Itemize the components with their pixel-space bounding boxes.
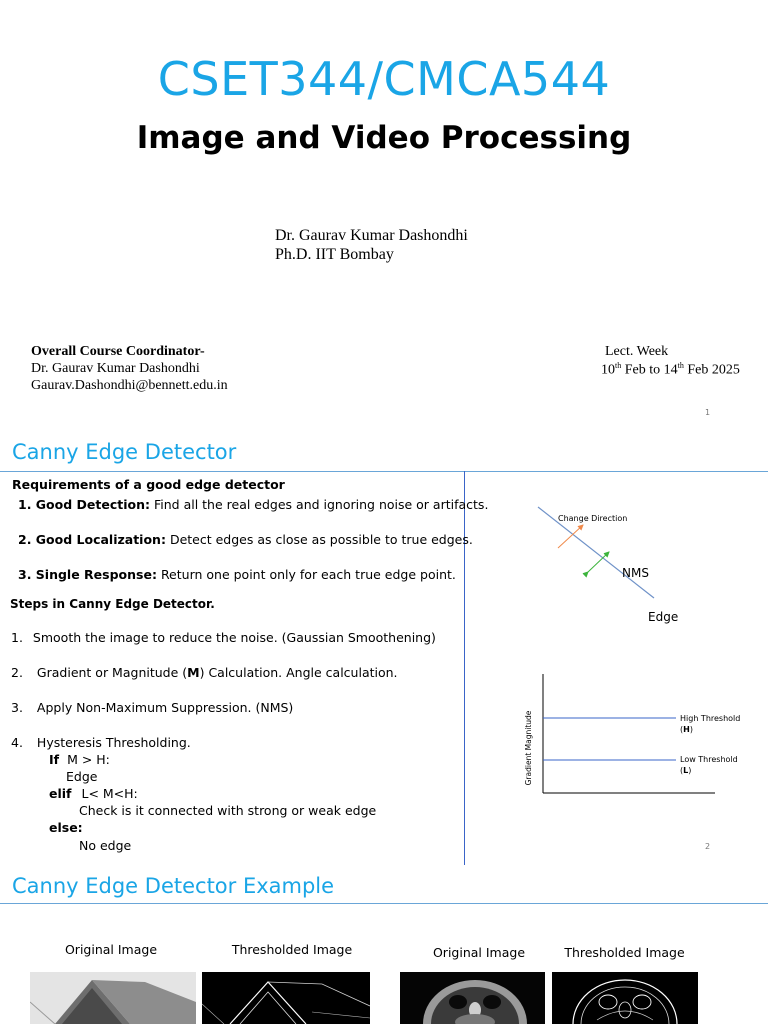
column-divider — [464, 471, 465, 865]
nms-label: NMS — [622, 566, 649, 580]
date-mid: Feb to 14 — [621, 362, 678, 378]
requirement-text: Return one point only for each true edge point. — [160, 567, 456, 582]
image-label: Original Image — [432, 945, 526, 960]
low-threshold-symbol: (L) — [680, 766, 692, 775]
steps-heading: Steps in Canny Edge Detector. — [10, 597, 215, 611]
image-label: Thresholded Image — [231, 942, 353, 957]
date-from-suffix: th — [615, 361, 622, 370]
edge-label: Edge — [648, 610, 679, 624]
requirement-item — [18, 497, 488, 512]
else-result: No edge — [79, 838, 132, 853]
slide-title: Canny Edge Detector — [12, 440, 237, 464]
coordinator-name: Dr. Gaurav Kumar Dashondhi — [31, 361, 200, 376]
course-code: CSET344/CMCA544 — [157, 52, 611, 106]
if-result: Edge — [66, 769, 98, 784]
low-threshold-label: Low Threshold — [680, 755, 738, 764]
high-threshold-symbol: (H) — [680, 725, 693, 734]
change-direction-arrow — [558, 525, 583, 548]
page-number: 1 — [705, 408, 711, 417]
thresholded-ct-image — [552, 972, 698, 1024]
coordinator-heading: Overall Course Coordinator- — [31, 344, 205, 359]
nms-diagram — [466, 472, 766, 632]
step-text: Smooth the image to reduce the noise. (Gaussian Smoothening) — [32, 630, 436, 645]
step-text: Hysteresis Thresholding. — [36, 735, 191, 750]
requirement-text: Detect edges as close as possible to true edges. — [169, 532, 473, 547]
original-ct-image — [400, 972, 545, 1024]
original-house-image — [30, 972, 196, 1024]
step-text-pre: Gradient or Magnitude ( — [36, 665, 188, 680]
canny-slide — [0, 430, 768, 866]
requirement-text: Find all the real edges and ignoring noise or artifacts. — [153, 497, 489, 512]
instructor-degree: Ph.D. IIT Bombay — [275, 246, 394, 263]
step-item — [11, 630, 436, 645]
elif-keyword: elif — [49, 786, 72, 801]
coordinator-email: Gaurav.Dashondhi@bennett.edu.in — [31, 378, 228, 393]
high-threshold-label: High Threshold — [680, 714, 741, 723]
requirement-label: 1. Good Detection: — [18, 497, 150, 512]
elif-condition: L< M<H: — [81, 786, 138, 801]
if-keyword: If — [49, 752, 60, 767]
step-text-post: ) Calculation. Angle calculation. — [199, 665, 398, 680]
y-axis-label: Gradient Magnitude — [524, 710, 533, 786]
step-text-bold: M — [187, 665, 200, 680]
elif-line — [49, 786, 138, 801]
image-label: Original Image — [64, 942, 158, 957]
date-from-day: 10 — [601, 362, 615, 378]
step-number: 3. — [11, 700, 23, 715]
course-title: Image and Video Processing — [136, 120, 632, 156]
requirement-label: 2. Good Localization: — [18, 532, 166, 547]
step-number: 2. — [11, 665, 23, 680]
image-label: Thresholded Image — [564, 945, 685, 960]
step-number: 4. — [11, 735, 23, 750]
title-rule — [0, 903, 768, 904]
page-number: 2 — [705, 842, 711, 851]
else-keyword: else: — [49, 820, 83, 835]
step-item — [11, 700, 293, 715]
if-line — [49, 752, 110, 767]
lecture-label: Lect. Week — [605, 344, 669, 359]
requirement-label: 3. Single Response: — [18, 567, 157, 582]
step-text: Apply Non-Maximum Suppression. (NMS) — [36, 700, 294, 715]
date-to-suffix: th — [677, 361, 684, 370]
if-condition: M > H: — [67, 752, 110, 767]
requirements-heading: Requirements of a good edge detector — [12, 477, 285, 492]
canny-example-slide — [0, 866, 768, 1024]
instructor-name: Dr. Gaurav Kumar Dashondhi — [275, 227, 468, 244]
title-slide — [0, 0, 768, 430]
date-end: Feb 2025 — [683, 362, 740, 378]
lecture-dates — [601, 361, 740, 379]
slide-title: Canny Edge Detector Example — [12, 874, 335, 898]
requirement-item — [18, 567, 456, 582]
step-item — [11, 735, 191, 750]
step-number: 1. — [11, 630, 23, 645]
change-direction-label: Change Direction — [558, 514, 628, 523]
thresholded-house-image — [202, 972, 370, 1024]
requirement-item — [18, 532, 473, 547]
threshold-plot — [466, 666, 766, 796]
elif-result: Check is it connected with strong or weak edge — [79, 803, 377, 818]
step-item — [11, 665, 398, 680]
